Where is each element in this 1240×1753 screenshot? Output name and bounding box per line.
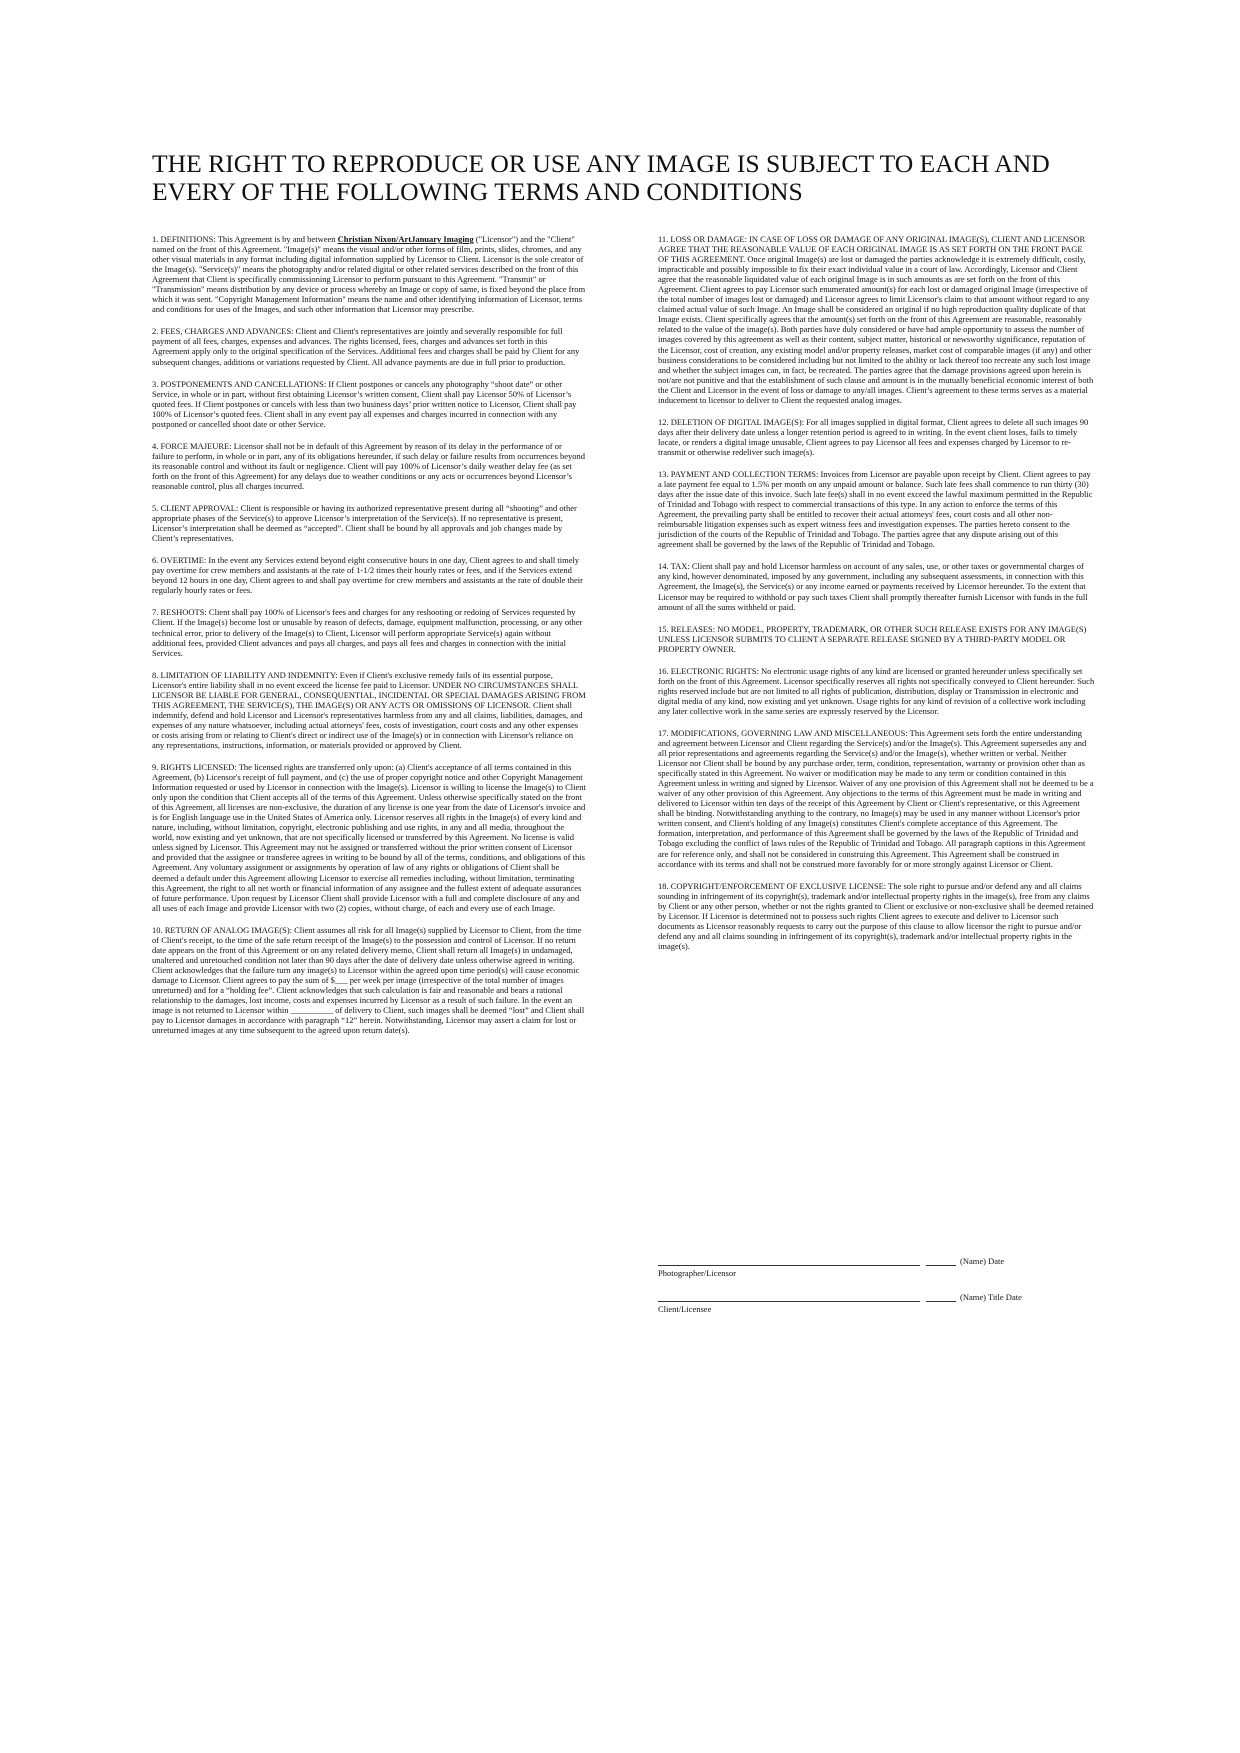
clause-6: 6. OVERTIME: In the event any Services extend beyond eight consecutive hours in one day, Client agrees to and shall timely pay overtime for crew members and assistants at the rate of 1-1/2 times their hourly rates or fees, and if the Services extend beyond 12 hours in one day, Client agrees to and shall pay overtime for crew members and assistants at the rate of double their regularly hourly rates or fees.: [152, 555, 583, 596]
clause-text: 1. DEFINITIONS: This Agreement is by and between: [152, 234, 338, 244]
signature-block-licensor: [658, 1256, 1098, 1278]
clause-text: ("Licensor") and the "Client" named on the front of this Agreement. "Image(s)" means the visual and/or other forms of film, prints, slides, chromes, and any other visual materials in any format including digital information supplied by Licensor to Client. Licensor is the sole creator of the Image(s). "Service(s)" means the photography and/or related digital or other related services described on the front of this Agreement that Client is specifically commissioning Licensor to perform pursuant to this Agreement. "Transmit" or "Transmission" means distribution by any device or process whereby an Image or copy of same, is fixed beyond the place from which it was sent. "Copyright Management Information" means the name and other identifying information of Licensor, terms and conditions for uses of the Images, and such other information that Licensor may prescribe.: [152, 234, 586, 315]
clause-8: 8. LIMITATION OF LIABILITY AND INDEMNITY: Even if Client's exclusive remedy fails of its essential purpose, Licensor's entire liability shall in no event exceed the license fee paid to Licensor. UNDER NO CIRCUMSTANCES SHALL LICENSOR BE LIABLE FOR GENERAL, CONSEQUENTIAL, INCIDENTAL OR SPECIAL DAMAGES ARISING FROM THIS AGREEMENT, THE SERVICE(S), THE IMAGE(S) OR ANY ACTS OR OMISSIONS OF LICENSOR. Client shall indemnify, defend and hold Licensor and Licensor's representatives harmless from any and all claims, liabilities, damages, and expenses of any nature whatsoever, including actual attorneys' fees, costs of investigation, court costs and any other expenses or costs arising from or relating to Client's direct or indirect use of the Image(s) or in connection with Licensor's reliance on any representations, instructions, information, or materials provided or approved by Client.: [152, 669, 586, 750]
clause-7: 7. RESHOOTS: Client shall pay 100% of Licensor's fees and charges for any reshooting or redoing of Services requested by Client. If the Image(s) become lost or unusable by reason of defects, damage, equipment malfunction, processing, or any other technical error, prior to delivery of the Image(s) to Client, Licensor will perform appropriate Service(s) again without additional fees, provided Client advances and pays all charges, and pays all fees and charges in connection with the initial Services.: [152, 607, 583, 658]
clause-16: 16. ELECTRONIC RIGHTS: No electronic usage rights of any kind are licensed or granted hereunder unless specifically set forth on the front of this Agreement. Licensor specifically reserves all rights not specifically conveyed to Client hereunder. Such rights reserved include but are not limited to all rights of publication, distribution, display or Transmission in electronic and digital media of any kind, now existing and yet unknown. Usage rights for any kind of revision of a collective work including any later collective work in the same series are expressly reserved by the Licensor.: [658, 665, 1095, 716]
clause-5: 5. CLIENT APPROVAL: Client is responsible or having its authorized representative present during all “shooting” and other appropriate phases of the Service(s) to approve Licensor’s interpretation of the Service(s). If no representative is present, Licensor’s interpretation shall be deemed as “accepted”. Client shall be bound by all approvals and job changes made by Client’s representatives.: [152, 503, 577, 544]
licensor-name: Christian Nixon/ArtJanuary Imaging: [337, 234, 474, 244]
clause-15: 15. RELEASES: NO MODEL, PROPERTY, TRADEMARK, OR OTHER SUCH RELEASE EXISTS FOR ANY IMAGE(S) UNLESS LICENSOR SUBMITS TO CLIENT A SEPARATE RELEASE SIGNED BY A THIRD-PARTY MODEL OR PROPERTY OWNER.: [658, 623, 1087, 654]
signature-line-label: (Name) Date: [960, 1256, 1005, 1266]
name-field[interactable]: [926, 1292, 956, 1302]
clause-10: 10. RETURN OF ANALOG IMAGE(S): Client assumes all risk for all Image(s) supplied by Licensor to Client, from the time of Client's receipt, to the time of the safe return receipt of the Image(s) to the possession and control of Licensor. If no return date appears on the front of this Agreement or on any related delivery memo, Client shall return all Image(s) in undamaged, unaltered and unretouched condition not later than 90 days after the date of delivery date unless otherwise agreed in writing. Client acknowledges that the failure turn any image(s) to Licensor within the agreed upon time period(s) will cause economic damage to Licensor. Client agrees to pay the sum of $___ per week per image (irrespective of the total number of images unreturned) and for a “holding fee”. Client acknowledges that such calculation is fair and reasonable and bears a rational relationship to the damages, lost income, costs and expenses incurred by Licensor as a result of such failure. In the event an image is not returned to Licensor within __________ of delivery to Client, such images shall be deemed “lost” and Client shall pay to Licensor damages in accordance with paragraph “12” herein. Notwithstanding, Licensor may assert a claim for lost or unreturned images at any time subsequent to the agreed upon return date(s).: [152, 924, 585, 1036]
clause-12: 12. DELETION OF DIGITAL IMAGE(S): For all images supplied in digital format, Client agrees to delete all such images 90 days after their delivery date unless a longer retention period is agreed to in writing. In the event client loses, fails to timely locate, or renders a digital image unusable, Client agrees to pay Licensor all fees and expenses charged by Licensor to re-transmit or otherwise redeliver such image(s).: [658, 416, 1089, 457]
clause-2: 2. FEES, CHARGES AND ADVANCES: Client and Client's representatives are jointly and severally responsible for full payment of all fees, charges, expenses and advances. The rights licensed, fees, charges and advances set forth in this Agreement apply only to the original specification of the Services. Additional fees and charges shall be paid by Client for any subsequent changes, additions or variations requested by Client. All advance payments are due in full prior to production.: [152, 326, 580, 367]
signature-line: [658, 1256, 1098, 1266]
clause-17: 17. MODIFICATIONS, GOVERNING LAW AND MISCELLANEOUS: This Agreement sets forth the entire understanding and agreement between Licensor and Client regarding the Service(s) and/or the Image(s). This Agreement supersedes any and all prior representations and agreements regarding the Service(s) and/or the Image(s), whether written or verbal. Neither Licensor nor Client shall be bound by any purchase order, term, condition, representation, warranty or provision other than as specifically stated in this Agreement. No waiver or modification may be made to any term or condition contained in this Agreement unless in writing and signed by Licensor. Waiver of any one provision of this Agreement shall not be deemed to be a waiver of any other provision of this Agreement. Any objections to the terms of this Agreement must be made in writing and delivered to Licensor within ten days of the receipt of this Agreement by Client or Client's representative, or this Agreement shall be binding. Notwithstanding anything to the contrary, no Image(s) may be used in any manner without Licensor's prior written consent, and Client's holding of any Image(s) constitutes Client's complete acceptance of this Agreement. The formation, interpretation, and performance of this Agreement shall be governed by the laws of the Republic of Trinidad and Tobago excluding the conflict of laws rules of the Republic of Trinidad and Tobago. All paragraph captions in this Agreement are for reference only, and shall not be considered in construing this Agreement. This Agreement shall be construed in accordance with its terms and shall not be construed more favorably for or more strongly against Licensor or Client.: [658, 727, 1094, 869]
clause-11: 11. LOSS OR DAMAGE: IN CASE OF LOSS OR DAMAGE OF ANY ORIGINAL IMAGE(S), CLIENT AND LICENSOR AGREE THAT THE REASONABLE VALUE OF EACH ORIGINAL IMAGE IS AS SET FORTH ON THE FRONT PAGE OF THIS AGREEMENT. Once original Image(s) are lost or damaged the parties acknowledge it is extremely difficult, costly, impracticable and possibly impossible to fix their exact individual value in a court of law. Accordingly, Licensor and Client agree that the reasonable liquidated value of each original Image is in such amounts as are set forth on the front of this Agreement. Client agrees to pay Licensor such enumerated amount(s) for each lost or damaged original Image (irrespective of the total number of images lost or damaged) and Licensor agrees to limit Licensor's claim to that amount without regard to any claimed actual value of such Image. An Image shall be considered an original if no high reproduction quality duplicate of that Image exists. Client specifically agrees that the amount(s) set forth on the front of this Agreement are reasonable, reasonably related to the value of the image(s). Both parties have duly considered or have had ample opportunity to assess the number of images covered by this agreement as well as their content, subject matter, historical or newsworthy significance, reputation of the Licensor, cost of creation, any existing model and/or property releases, market cost of comparable images (if any) and other business considerations to be considered including but not limited to the ability or lack thereof too recreate any such lost image and whether the subject images can, in fact, be recreated. The parties agree that the damage provisions agreed upon herein is not/are not punitive and that the establishment of such clause and amount is in the mutually beneficial economic interest of both the Client and Licensor in the event of loss or damage to any/all images. Client’s agreement to these terms serves as a material inducement to licensor to deliver to Client the requested analog images.: [658, 234, 1094, 405]
signatory-role: Client/Licensee: [658, 1304, 712, 1314]
page-title: THE RIGHT TO REPRODUCE OR USE ANY IMAGE IS SUBJECT TO EACH AND EVERY OF THE FOLLOWING TERMS AND CONDITIONS: [152, 149, 1050, 206]
clause-13: 13. PAYMENT AND COLLECTION TERMS: Invoices from Licensor are payable upon receipt by Client. Client agrees to pay a late payment fee equal to 1.5% per month on any unpaid amount or balance. Such late fees shall commence to run thirty (30) days after the issue date of this invoice. Such late fee(s) shall in no event exceed the lawful maximum permitted in the Republic of Trinidad and Tobago with respect to commercial transactions of this type. In any action to enforce the terms of this Agreement, the prevailing party shall be entitled to recover their actual attorneys' fees, court costs and all other non-reimbursable litigation expenses such as expert witness fees and investigation expenses. The parties hereto consent to the jurisdiction of the courts of the Republic of Trinidad and Tobago. The parties agree that any dispute arising out of this agreement shall be governed by the laws of the Republic of Trinidad and Tobago.: [658, 468, 1093, 550]
clause-18: 18. COPYRIGHT/ENFORCEMENT OF EXCLUSIVE LICENSE: The sole right to pursue and/or defend any and all claims sounding in infringement of its copyright(s), trademark and/or intellectual property rights in the image(s), free from any claims by Client or any other person, whether or not the rights granted to Client or exclusive or non-exclusive shall be deemed retained by Licensor. If Licensor is determined not to possess such rights Client agrees to execute and deliver to Licensor such documents as Licensor reasonably requests to carry out the purpose of this clause to allow licensor the right to pursue and/or defend any and all claims sounding in infringement of its copyright(s), trademark and/or intellectual property rights in the image(s).: [658, 880, 1094, 951]
clause-1: [152, 234, 586, 314]
clause-14: 14. TAX: Client shall pay and hold Licensor harmless on account of any sales, use, or other taxes or governmental charges of any kind, however denominated, imposed by any government, including any subsequent assessments, in connection with this Agreement, the Image(s), the Service(s) or any income earned or payments received by Licensor hereunder. To the extent that Licensor may be required to withhold or pay such taxes Client shall promptly thereafter furnish Licensor with funds in the full amount of all the sums withheld or paid.: [658, 561, 1088, 612]
signature-field[interactable]: [658, 1292, 920, 1302]
name-field[interactable]: [926, 1256, 956, 1266]
signature-line: [658, 1292, 1098, 1302]
terms-column-right: [658, 234, 1095, 963]
signature-block-client: [658, 1292, 1098, 1314]
terms-column-left: [152, 234, 586, 1047]
signature-field[interactable]: [658, 1256, 920, 1266]
clause-3: 3. POSTPONEMENTS AND CANCELLATIONS: If Client postpones or cancels any photography “shoot date” or other Service, in whole or in part, without first obtaining Licensor’s written consent, Client shall pay Licensor 50% of Licensor’s quoted fees. If Client postpones or cancels with less than two business days’ prior written notice to Licensor, Client shall pay 100% of Licensor’s quoted fees. Client shall in any event pay all expenses and charges incurred in connection with any postponed or cancelled shoot date or other Service.: [152, 378, 577, 429]
signatory-role: Photographer/Licensor: [658, 1268, 736, 1278]
clause-4: 4. FORCE MAJEURE: Licensor shall not be in default of this Agreement by reason of its delay in the performance of or failure to perform, in whole or in part, any of its obligations hereunder, if such delay or failure results from occurrences beyond its reasonable control and without its fault or negligence. Client will pay 100% of Licensor’s daily weather delay fee (as set forth on the front of this Agreement) for any delays due to weather conditions or any acts or occurrences beyond Licensor’s reasonable control, plus all charges incurred.: [152, 440, 586, 491]
signature-line-label: (Name) Title Date: [960, 1292, 1022, 1302]
clause-9: 9. RIGHTS LICENSED: The licensed rights are transferred only upon: (a) Client's acceptance of all terms contained in this Agreement, (b) Licensor's receipt of full payment, and (c) the use of proper copyright notice and other Copyright Management Information requested or used by Licensor in connection with the Image(s). Licensor is willing to license the Image(s) to Client only upon the condition that Client accepts all of the terms of this Agreement. Unless otherwise specifically stated on the front of this Agreement, all licenses are non-exclusive, the duration of any license is one year from the date of Licensor's invoice and is for English language use in the United States of America only. Licensor reserves all rights in the Image(s) of every kind and nature, including, without limitation, copyright, electronic publishing and use rights, in any and all media, throughout the world, now existing and yet unknown, that are not specifically licensed or transferred by this Agreement. No license is valid unless signed by Licensor. This Agreement may not be assigned or transferred without the prior written consent of Licensor and provided that the assignee or transferee agrees in writing to be bound by all of the terms, conditions, and obligations of this Agreement. Any voluntary assignment or assignments by operation of law of any rights or obligations of Client shall be deemed a default under this Agreement allowing Licensor to exercise all remedies including, without limitation, terminating this Agreement, the right to all net worth or financial information of any assignee and the fullest extent of adequate assurances of future performance. Upon request by Licensor Client shall provide Licensor with a full and complete disclosure of any and all uses of each Image and provide Licensor with two (2) copies, without charge, of each and every use of each Image.: [152, 762, 586, 913]
